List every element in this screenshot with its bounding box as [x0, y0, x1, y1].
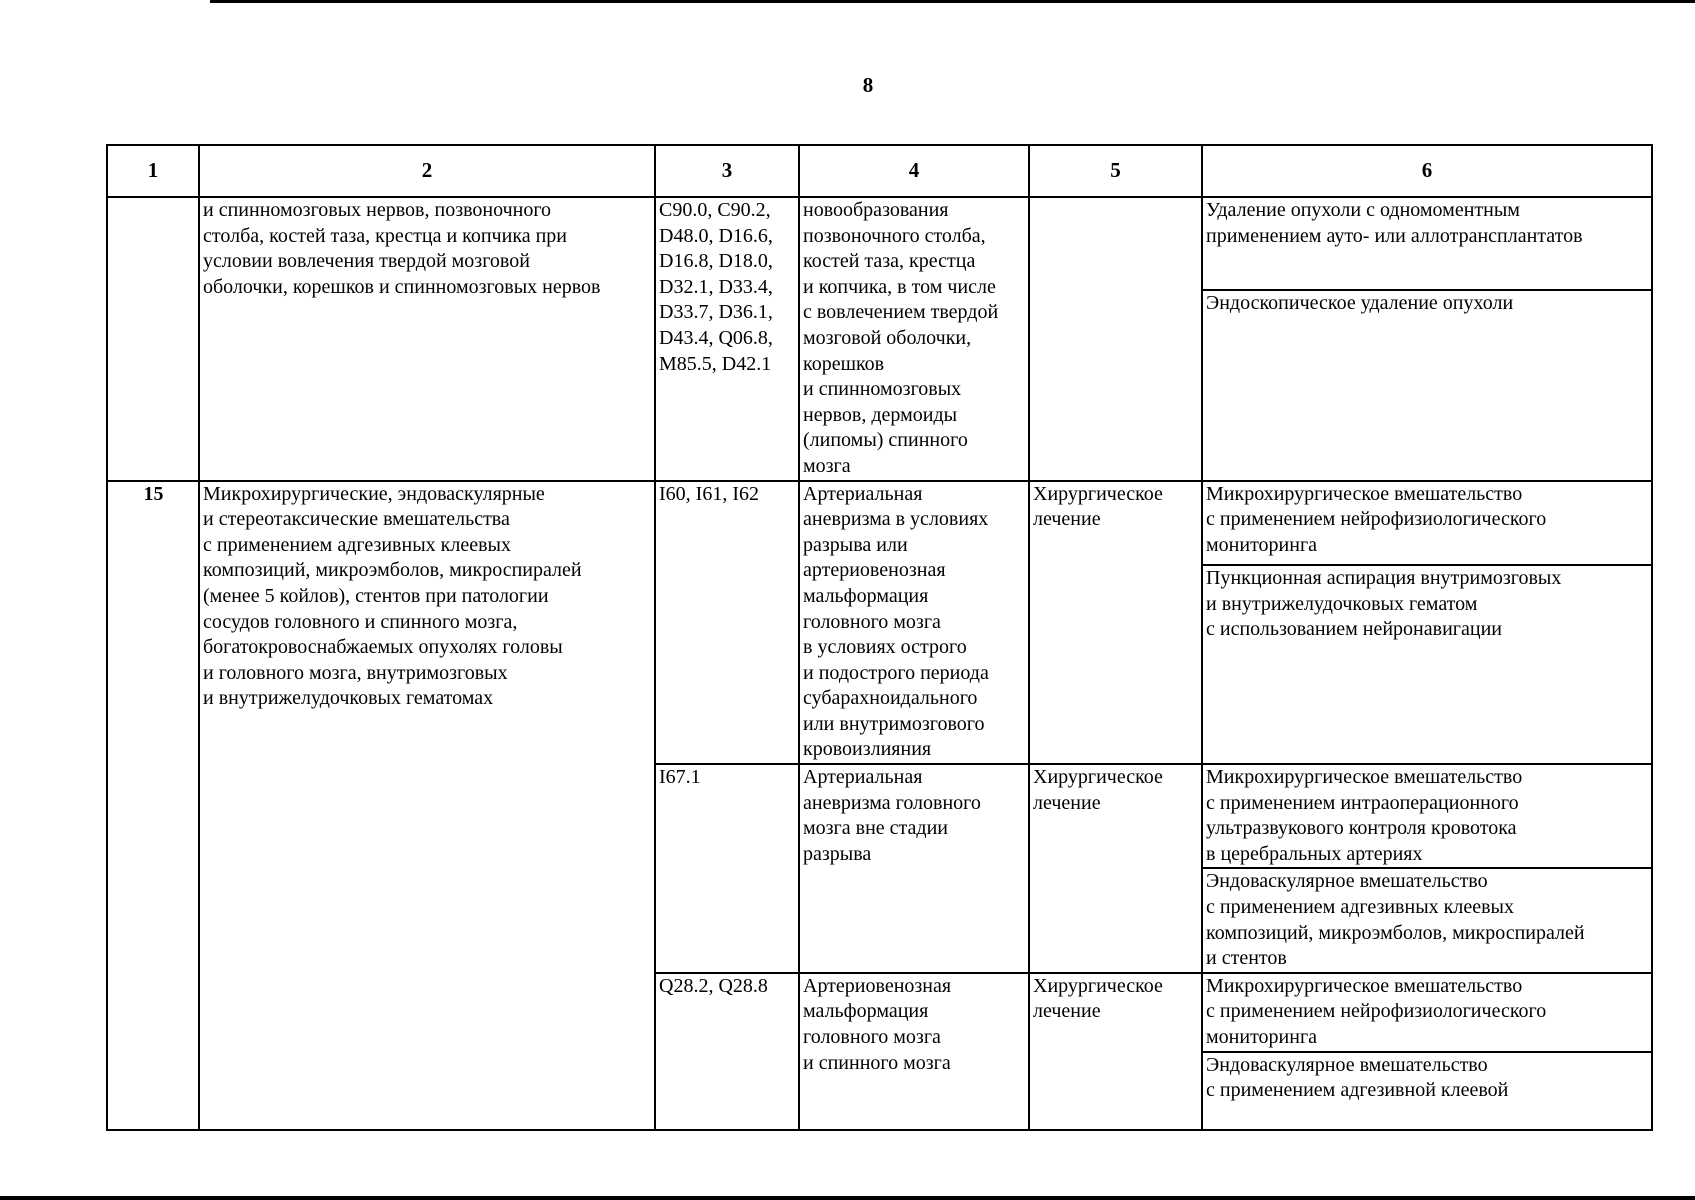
text-line: мозга — [803, 454, 851, 477]
text-line: Артериальная — [803, 766, 923, 789]
text-line: Артериовенозная — [803, 974, 952, 997]
text-line: мониторинга — [1206, 533, 1318, 556]
header-col-3: 3 — [655, 145, 799, 197]
header-col-4: 4 — [799, 145, 1029, 197]
page-number: 8 — [862, 73, 874, 97]
cont-description-cell — [199, 197, 655, 481]
text-line: Хирургическое — [1033, 482, 1163, 505]
text-line: D43.4, Q06.8, — [659, 326, 773, 349]
text-line: мозговой оболочки, — [803, 326, 972, 349]
text-line: D33.7, D36.1, — [659, 301, 773, 324]
text-line: и внутрижелудочковых гематомах — [203, 687, 494, 710]
text-line: головного мозга — [803, 610, 941, 633]
text-line: Хирургическое — [1033, 766, 1163, 789]
text-line: корешков — [803, 352, 885, 375]
text-line: костей таза, крестца — [803, 250, 976, 273]
text-line: с использованием нейронавигации — [1206, 618, 1502, 641]
text-line: и спинномозговых нервов, позвоночного — [203, 199, 552, 221]
header-col-2: 2 — [199, 145, 655, 197]
row15-treatment-cell — [1029, 764, 1202, 973]
text-line: оболочки, корешков и спинномозговых нервов — [203, 275, 601, 298]
text-line: богатокровоснабжаемых опухолях головы — [203, 636, 563, 659]
row15-codes-cell — [655, 973, 799, 1130]
text-line: и спинного мозга — [803, 1051, 951, 1074]
text-line: D48.0, D16.6, — [659, 224, 773, 247]
table-row-continuation — [107, 197, 1652, 290]
text-line: лечение — [1033, 791, 1101, 814]
text-line: Эндоваскулярное вмешательство — [1206, 870, 1488, 893]
text-line: мониторинга — [1206, 1026, 1318, 1048]
text-line: артериовенозная — [803, 559, 946, 582]
text-line: с применением нейрофизиологического — [1206, 1000, 1547, 1023]
text-line: в условиях острого — [803, 636, 967, 659]
row15-method-cell — [1202, 481, 1652, 566]
table-row-15-a — [107, 481, 1652, 566]
text-line: лечение — [1033, 508, 1101, 531]
text-line: композиций, микроэмболов, микроспиралей — [1206, 921, 1585, 944]
row15-method-cell — [1202, 565, 1652, 764]
text-line: D32.1, D33.4, — [659, 275, 773, 298]
row15-method-cell — [1202, 1052, 1652, 1130]
text-line: и стереотаксические вмешательства — [203, 508, 510, 531]
row15-model-cell — [799, 764, 1029, 973]
text-line: мозга вне стадии — [803, 817, 948, 840]
text-line: и стентов — [1206, 947, 1287, 970]
text-line: Артериальная — [803, 482, 923, 505]
text-line: с применением интраоперационного — [1206, 791, 1519, 814]
row15-method-cell — [1202, 973, 1652, 1052]
cont-model-cell — [799, 197, 1029, 481]
text-line: (менее 5 койлов), стентов при патологии — [203, 584, 549, 607]
text-line: мальформация — [803, 584, 929, 607]
text-line: Эндоваскулярное вмешательство — [1206, 1053, 1488, 1076]
top-rule — [210, 0, 1695, 3]
text-line: Удаление опухоли с одномоментным — [1206, 199, 1520, 221]
row15-codes-cell — [655, 764, 799, 973]
bottom-rule — [0, 1196, 1695, 1200]
row15-codes-cell — [655, 481, 799, 765]
header-col-1: 1 — [107, 145, 199, 197]
text-line: и головного мозга, внутримозговых — [203, 661, 508, 684]
text-line: и копчика, в том числе — [803, 275, 996, 298]
header-col-6: 6 — [1202, 145, 1652, 197]
text-line: субарахноидального — [803, 687, 978, 710]
text-line: M85.5, D42.1 — [659, 352, 772, 375]
text-line: I67.1 — [659, 766, 701, 789]
medical-care-table — [106, 144, 1653, 1131]
text-line: композиций, микроэмболов, микроспиралей — [203, 559, 582, 582]
text-line: с вовлечением твердой — [803, 301, 999, 324]
text-line: ультразвукового контроля кровотока — [1206, 817, 1517, 840]
text-line: (липомы) спинного — [803, 429, 968, 452]
row15-treatment-cell — [1029, 973, 1202, 1130]
row15-method-cell — [1202, 764, 1652, 868]
text-line: в церебральных артериях — [1206, 842, 1423, 865]
text-line: Микрохирургические, эндоваскулярные — [203, 482, 545, 505]
text-line: нервов, дермоиды — [803, 403, 958, 426]
text-line: разрыва или — [803, 533, 908, 556]
row15-model-cell — [799, 973, 1029, 1130]
text-line: и подострого периода — [803, 661, 989, 684]
text-line: с применением адгезивных клеевых — [203, 533, 511, 556]
cont-method-cell — [1202, 290, 1652, 480]
text-line: мальформация — [803, 1000, 929, 1023]
text-line: Q28.2, Q28.8 — [659, 974, 768, 997]
text-line: Микрохирургическое вмешательство — [1206, 766, 1523, 789]
text-line: с применением нейрофизиологического — [1206, 508, 1547, 531]
text-line: сосудов головного и спинного мозга, — [203, 610, 518, 633]
text-line: аневризма в условиях — [803, 508, 989, 531]
text-line: I60, I61, I62 — [659, 482, 759, 505]
text-line: и спинномозговых — [803, 378, 962, 401]
text-line: применением ауто- или аллотрансплантатов — [1206, 224, 1583, 247]
text-line: C90.0, C90.2, — [659, 199, 771, 221]
text-line: разрыва — [803, 842, 872, 865]
text-line: лечение — [1033, 1000, 1101, 1023]
row15-model-cell — [799, 481, 1029, 765]
text-line: с применением адгезивной клеевой — [1206, 1079, 1509, 1102]
text-line: Микрохирургическое вмешательство — [1206, 974, 1523, 997]
row15-method-cell — [1202, 868, 1652, 972]
text-line: с применением адгезивных клеевых — [1206, 896, 1514, 919]
header-row — [107, 145, 1652, 197]
cont-num-cell — [107, 197, 199, 481]
cont-treatment-cell — [1029, 197, 1202, 481]
text-line: условии вовлечения твердой мозговой — [203, 250, 530, 273]
text-line: столба, костей таза, крестца и копчика при — [203, 224, 568, 247]
text-line: новообразования — [803, 199, 949, 221]
text-line: Хирургическое — [1033, 974, 1163, 997]
header-col-5: 5 — [1029, 145, 1202, 197]
text-line: позвоночного столба, — [803, 224, 986, 247]
text-line: головного мозга — [803, 1026, 941, 1048]
text-line: Эндоскопическое удаление опухоли — [1206, 292, 1514, 315]
text-line: Микрохирургическое вмешательство — [1206, 482, 1523, 505]
text-line: Пункционная аспирация внутримозговых — [1206, 567, 1562, 590]
row15-treatment-cell — [1029, 481, 1202, 765]
text-line: аневризма головного — [803, 791, 981, 814]
text-line: или внутримозгового — [803, 712, 985, 735]
text-line: и внутрижелудочковых гематом — [1206, 592, 1478, 615]
row15-description-cell — [199, 481, 655, 1130]
cont-codes-cell — [655, 197, 799, 481]
cont-method-cell — [1202, 197, 1652, 290]
text-line: кровоизлияния — [803, 738, 932, 761]
row-number: 15 — [107, 481, 199, 1130]
text-line: D16.8, D18.0, — [659, 250, 773, 273]
